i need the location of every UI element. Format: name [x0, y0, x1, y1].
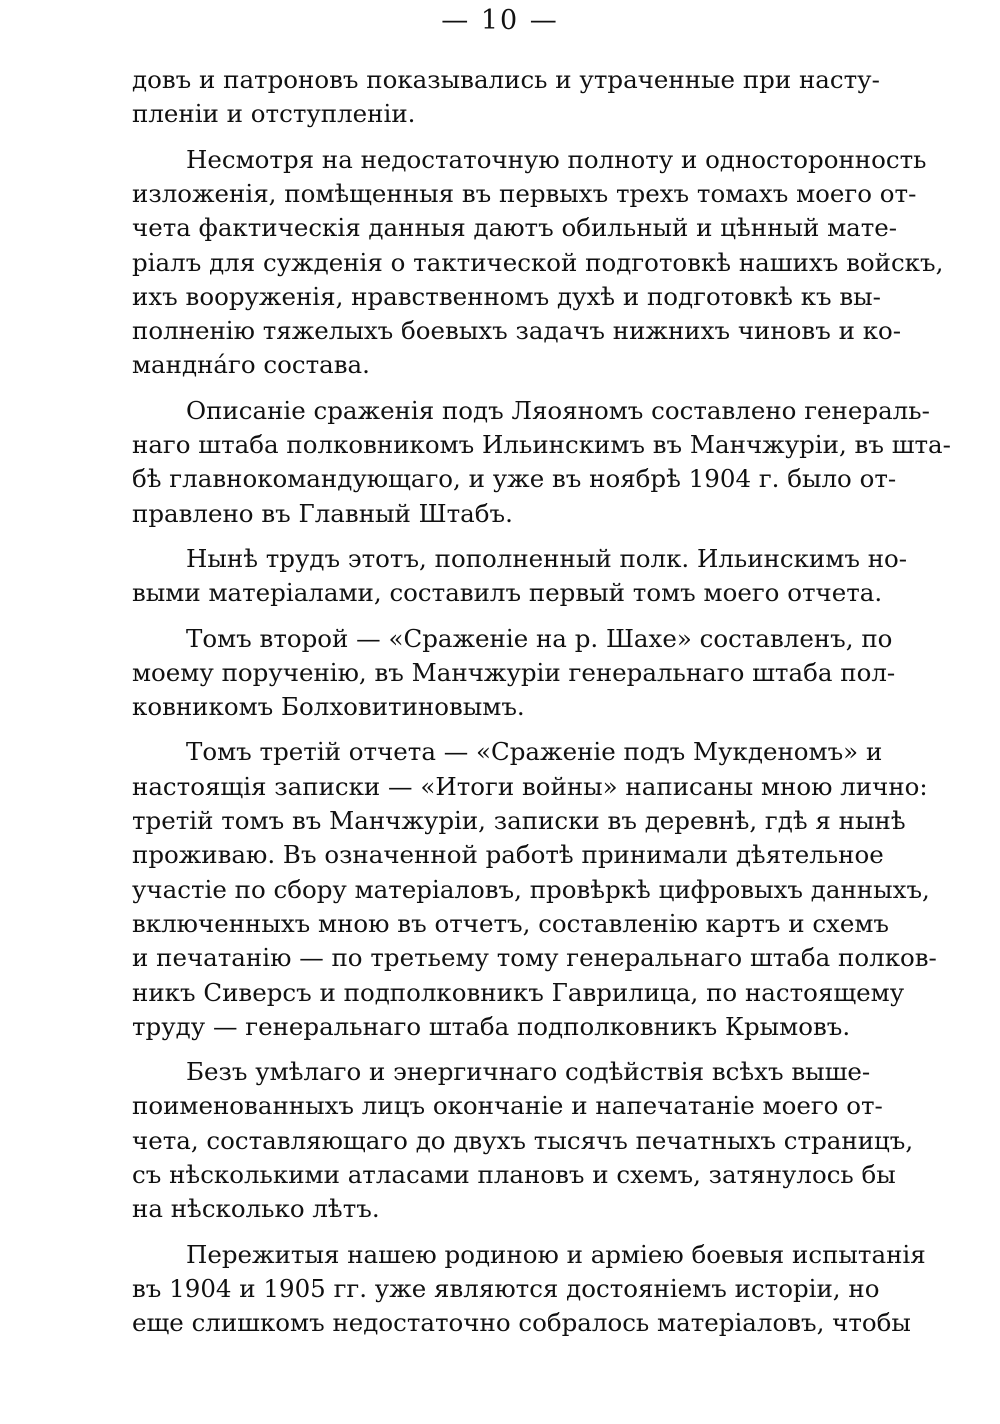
text-line: включенныхъ мною въ отчетъ, составленію картъ и схемъ: [132, 908, 890, 938]
text-line: бѣ главнокомандующаго, и уже въ ноябрѣ 1904 г. было от-: [132, 464, 897, 494]
text-line: чета фактическія данныя даютъ обильный и цѣнный мате-: [132, 213, 898, 243]
text-line: моему порученію, въ Манчжуріи генеральнаго штаба пол-: [132, 657, 896, 687]
text-line: Пережитыя нашею родиною и арміею боевыя испытанія: [186, 1239, 926, 1269]
text-line: наго штаба полковникомъ Ильинскимъ въ Манчжуріи, въ шта-: [132, 430, 951, 459]
text-line: довъ и патроновъ показывались и утраченные при насту-: [132, 65, 880, 94]
text-line: Описаніе сраженія подъ Ляояномъ составлено генераль-: [186, 395, 930, 425]
text-line: Нынѣ трудъ этотъ, пополненный полк. Ильинскимъ но-: [186, 543, 908, 573]
text-line: Томъ третій отчета — «Сраженіе подъ Мукденомъ» и: [186, 737, 883, 767]
text-line: проживаю. Въ означенной работѣ принимали дѣятельное: [132, 840, 884, 870]
text-line: на нѣсколько лѣтъ.: [132, 1194, 380, 1224]
text-line: чета, составляющаго до двухъ тысячъ печатныхъ страницъ,: [132, 1125, 914, 1155]
text-line: труду — генеральнаго штаба подполковникъ Крымовъ.: [132, 1011, 851, 1041]
text-line: третій томъ въ Манчжуріи, записки въ деревнѣ, гдѣ я нынѣ: [132, 806, 906, 835]
page-number: — 10 —: [441, 5, 559, 36]
text-line: съ нѣсколькими атласами плановъ и схемъ, затянулось бы: [132, 1160, 896, 1189]
text-line: ріалъ для сужденія о тактической подготовкѣ нашихъ войскъ,: [132, 247, 944, 277]
text-line: участіе по сбору матеріаловъ, провѣркѣ цифровыхъ данныхъ,: [132, 874, 930, 904]
text-line: настоящія записки — «Итоги войны» написаны мною лично:: [132, 771, 928, 801]
text-line: пленіи и отступленіи.: [132, 99, 416, 129]
text-line: Безъ умѣлаго и энергичнаго содѣйствія всѣхъ выше-: [186, 1057, 871, 1087]
text-line: никъ Сиверсъ и подполковникъ Гаврилица, по настоящему: [132, 977, 905, 1007]
text-line: еще слишкомъ недостаточно собралось матеріаловъ, чтобы: [132, 1308, 911, 1338]
text-line: изложенія, помѣщенныя въ первыхъ трехъ томахъ моего от-: [132, 178, 917, 208]
text-line: Томъ второй — «Сраженіе на р. Шахе» составленъ, по: [186, 623, 893, 653]
text-line: выми матеріалами, составилъ первый томъ моего отчета.: [132, 578, 883, 608]
text-line: и печатанію — по третьему тому генеральнаго штаба полков-: [132, 943, 937, 973]
text-line: поименованныхъ лицъ окончаніе и напечатаніе моего от-: [132, 1091, 883, 1121]
text-line: мандна́го состава.: [132, 350, 370, 380]
text-line: въ 1904 и 1905 гг. уже являются достояніемъ исторіи, но: [132, 1273, 880, 1303]
text-line: Несмотря на недостаточную полноту и односторонность: [186, 144, 927, 174]
text-line: ковникомъ Болховитиновымъ.: [132, 692, 525, 722]
text-line: правлено въ Главный Штабъ.: [132, 498, 513, 528]
text-line: полненію тяжелыхъ боевыхъ задачъ нижнихъ чиновъ и ко-: [132, 316, 902, 346]
text-line: ихъ вооруженія, нравственномъ духѣ и подготовкѣ къ вы-: [132, 281, 881, 311]
